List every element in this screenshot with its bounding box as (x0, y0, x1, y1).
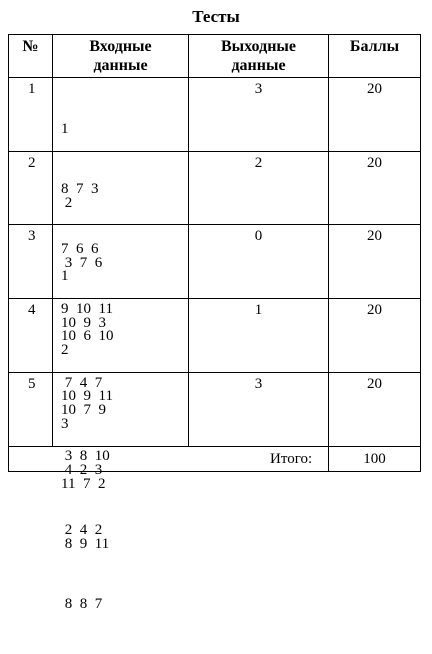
table-border-top (8, 34, 421, 35)
row-4-input-line-1: 2 (61, 342, 69, 358)
header-score-label: Баллы (349, 38, 400, 55)
row-5-input-line-4: 8 8 7 (61, 596, 103, 612)
row-5-output: 3 (254, 376, 263, 392)
row-5-input-line-1: 3 (61, 416, 69, 432)
row-3-score: 20 (367, 228, 382, 244)
row-5-input-line-3: 8 9 11 (61, 536, 110, 552)
row-4-input-line-2: 10 7 9 (61, 402, 106, 418)
table-border-left (8, 34, 9, 472)
header-output (189, 37, 328, 75)
header-input (53, 37, 188, 75)
row-5-num: 5 (28, 376, 36, 392)
row-5-input (61, 374, 187, 654)
row-3-input-line-1: 1 (61, 268, 69, 284)
header-input-line1: Входные (89, 38, 152, 55)
header-output-line1: Выходные (221, 38, 296, 55)
total-label: Итого: (270, 451, 313, 467)
header-output-line2: данные (231, 57, 286, 74)
row-5-score: 20 (367, 376, 382, 392)
row-4-num: 4 (28, 302, 36, 318)
row-3-input-line-2: 10 6 10 (61, 328, 114, 344)
row-1-input-line-3: 7 6 6 (61, 241, 99, 257)
row-2-input-line-1: 2 (61, 195, 73, 211)
row-3-num: 3 (28, 228, 36, 244)
col-divider-1 (52, 34, 53, 446)
row-4-output: 1 (254, 302, 263, 318)
row-1-input-line-2: 8 7 3 (61, 181, 99, 197)
row-4-input-line-4: 2 4 2 (61, 522, 103, 538)
row-3-input-line-4: 3 8 10 (61, 448, 110, 464)
row-2-input-line-4: 7 4 7 (61, 375, 103, 391)
table-border-right (420, 34, 421, 472)
row-2-output: 2 (254, 155, 263, 171)
row-2-score: 20 (367, 155, 382, 171)
row-4-score: 20 (367, 302, 382, 318)
header-score (329, 37, 420, 56)
row-4-input-line-3: 4 2 3 (61, 462, 103, 478)
row-5-input-line-2: 11 7 2 (61, 476, 106, 492)
header-input-line2: данные (93, 57, 148, 74)
row-3-output: 0 (254, 228, 263, 244)
row-2-num: 2 (28, 155, 36, 171)
row-2-input-line-3: 10 9 3 (61, 315, 106, 331)
row-1-score: 20 (367, 81, 382, 97)
total-value: 100 (363, 451, 386, 467)
row-2-input-line-2: 3 7 6 (61, 255, 103, 271)
tests-table (8, 34, 421, 612)
col-divider-3 (328, 34, 329, 472)
row-1-input-line-4: 9 10 11 (61, 301, 113, 317)
page-title: Тесты (192, 7, 240, 26)
header-num (9, 37, 52, 56)
header-num-label: № (22, 38, 39, 55)
row-divider-header (8, 77, 421, 78)
row-3-input-line-3: 10 9 11 (61, 388, 113, 404)
row-1-input-line-1: 1 (61, 121, 69, 137)
row-1-output: 3 (254, 81, 263, 97)
row-1-num: 1 (28, 81, 36, 97)
